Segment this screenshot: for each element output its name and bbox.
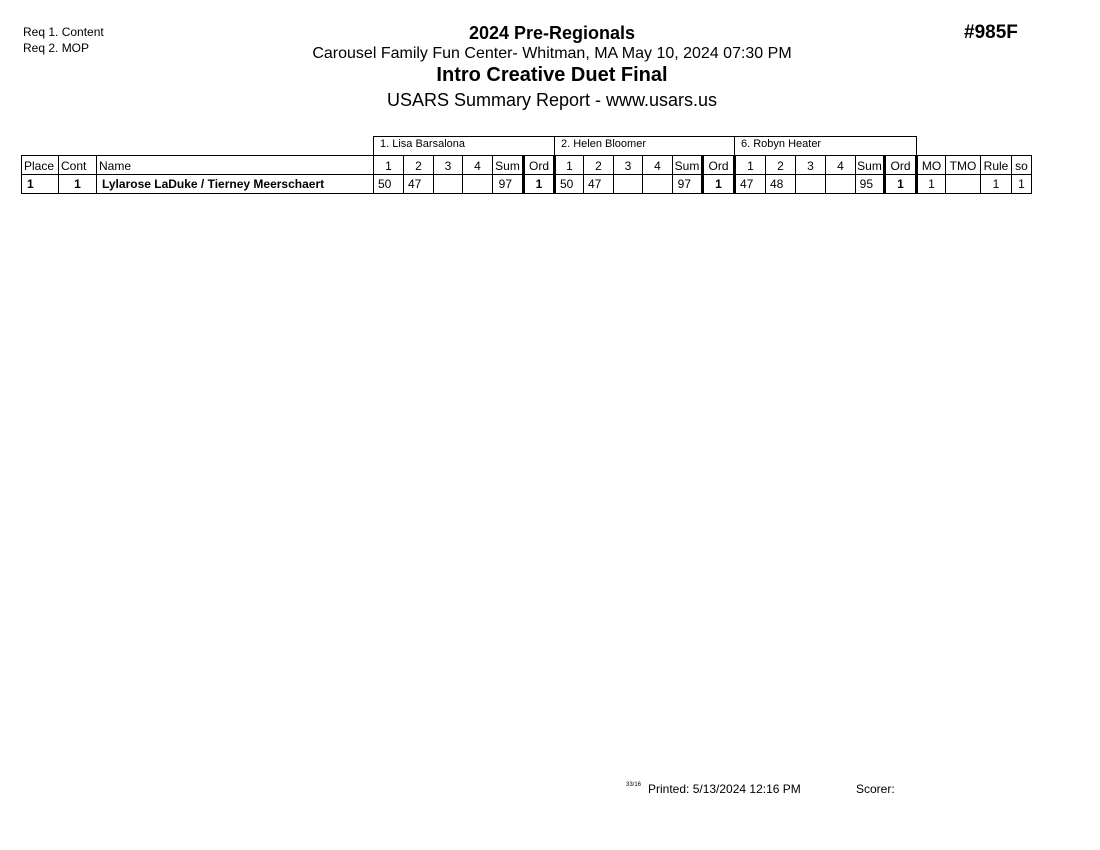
j6-score-2: 48 (766, 175, 796, 194)
j1-score-1: 50 (374, 175, 404, 194)
column-header-row (22, 156, 1032, 175)
col-j6-sum: Sum (856, 156, 885, 175)
row-place: 1 (22, 175, 59, 194)
event-id: #985F (964, 22, 1018, 43)
col-name: Name (97, 156, 374, 175)
col-j2-3: 3 (614, 156, 643, 175)
col-mo: MO (917, 156, 946, 175)
col-j6-3: 3 (796, 156, 826, 175)
printed-timestamp: Printed: 5/13/2024 12:16 PM (648, 782, 801, 796)
col-j1-4: 4 (463, 156, 493, 175)
j2-ord: 1 (703, 175, 735, 194)
j1-sum: 97 (493, 175, 524, 194)
judge-1-name: 1. Lisa Barsalona (374, 137, 555, 156)
competition-title: 2024 Pre-Regionals (468, 23, 636, 43)
j2-score-4 (643, 175, 673, 194)
col-j6-4: 4 (826, 156, 856, 175)
row-tmo (946, 175, 981, 194)
judge-2-name: 2. Helen Bloomer (555, 137, 735, 156)
row-cont: 1 (59, 175, 97, 194)
location-date: Carousel Family Fun Center- Whitman, MA May 10, 2024 07:30 PM (312, 45, 792, 62)
j1-score-3 (434, 175, 463, 194)
col-rule: Rule (981, 156, 1012, 175)
row-mo: 1 (917, 175, 946, 194)
col-j6-1: 1 (735, 156, 766, 175)
j2-sum: 97 (673, 175, 703, 194)
j1-score-4 (463, 175, 493, 194)
report-title: USARS Summary Report - www.usars.us (386, 90, 718, 110)
col-tmo: TMO (946, 156, 981, 175)
j6-score-3 (796, 175, 826, 194)
event-category: Intro Creative Duet Final (436, 64, 668, 86)
table-row (22, 175, 1032, 194)
row-rule: 1 (981, 175, 1012, 194)
col-j2-4: 4 (643, 156, 673, 175)
results-table (21, 136, 1032, 194)
col-j1-ord: Ord (524, 156, 555, 175)
col-place: Place (22, 156, 59, 175)
col-j1-3: 3 (434, 156, 463, 175)
row-so: 1 (1012, 175, 1032, 194)
requirement-2: Req 2. MOP (23, 41, 90, 55)
scorer-label: Scorer: (856, 782, 895, 796)
j2-score-2: 47 (584, 175, 614, 194)
col-j2-ord: Ord (703, 156, 735, 175)
j2-score-3 (614, 175, 643, 194)
j6-score-4 (826, 175, 856, 194)
col-j6-2: 2 (766, 156, 796, 175)
footer-code: 33/16 (626, 782, 642, 788)
requirement-1: Req 1. Content (23, 25, 104, 39)
col-j1-1: 1 (374, 156, 404, 175)
judge-6-name: 6. Robyn Heater (735, 137, 917, 156)
col-j1-2: 2 (404, 156, 434, 175)
col-j1-sum: Sum (493, 156, 524, 175)
col-j6-ord: Ord (885, 156, 917, 175)
col-so: so (1012, 156, 1032, 175)
col-j2-1: 1 (555, 156, 584, 175)
col-j2-sum: Sum (673, 156, 703, 175)
col-j2-2: 2 (584, 156, 614, 175)
j1-ord: 1 (524, 175, 555, 194)
col-cont: Cont (59, 156, 97, 175)
j1-score-2: 47 (404, 175, 434, 194)
j2-score-1: 50 (555, 175, 584, 194)
row-name: Lylarose LaDuke / Tierney Meerschaert (97, 175, 374, 194)
j6-score-1: 47 (735, 175, 766, 194)
j6-sum: 95 (856, 175, 885, 194)
j6-ord: 1 (885, 175, 917, 194)
